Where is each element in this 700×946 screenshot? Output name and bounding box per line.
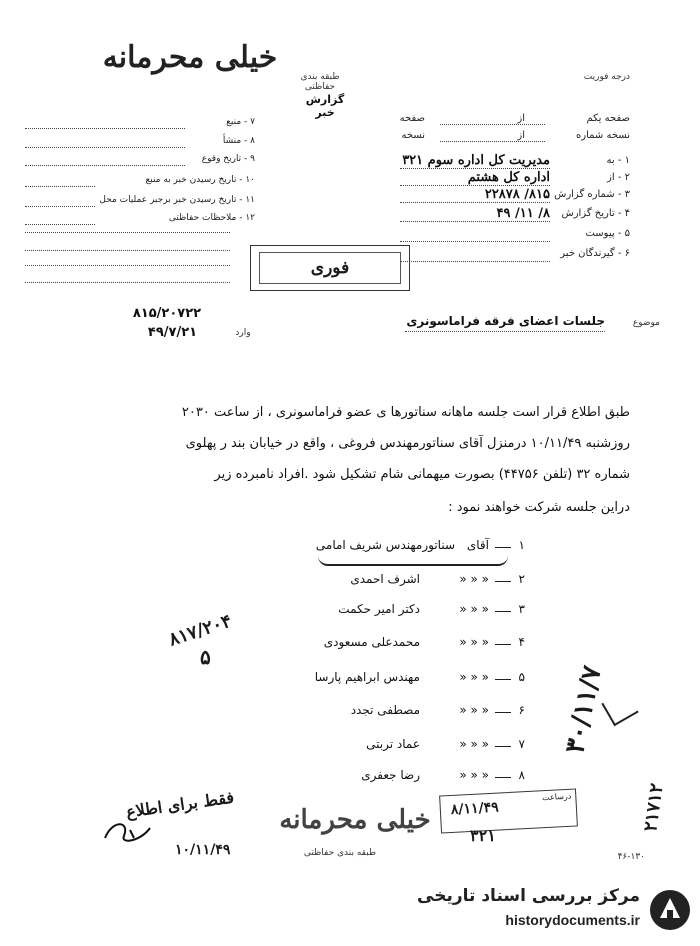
attendee-prefix: « « « [459,572,489,586]
attendee-number: ۸ [518,768,525,782]
attendee-number: ۴ [518,635,525,649]
watermark-name: مرکز بررسی اسناد تاریخی [417,886,640,906]
logo-icon [648,888,692,932]
attendee-number: ۶ [518,703,525,717]
page-of-label: از [517,113,525,124]
right-field-label: ۳ - شماره گزارش [554,189,630,200]
attendee-prefix: « « « [459,670,489,684]
ref-label: وارد [235,328,251,338]
right-field-value: ۸/ ۱۱/ ۴۹ [496,206,550,221]
attendee-name: سناتورمهندس شریف امامی [315,538,455,552]
right-field-value: اداره کل هشتم [467,170,550,185]
right-field-value: ۸۱۵/ ۲۲۸۷۸ [484,187,550,202]
right-field-label: ۶ - گیرندگان خبر [560,248,630,259]
attendee-item [300,768,525,788]
receipt-stamp-line-2: ۸/۱۱/۴۹ [450,799,500,819]
margin-note-left-sub: ۵ [200,645,211,669]
attendee-name: مهندس ابراهیم پارسا [314,670,420,684]
bottom-classification-label: طبقه بندی حفاظتی [303,848,377,858]
right-field-label: ۴ - تاریخ گزارش [561,208,630,219]
attendee-item [300,703,525,723]
report-label: گزارش خبر [305,93,345,119]
document-title: خیلی محرمانه [102,40,278,75]
attendee-prefix: « « « [459,635,489,649]
watermark [415,880,700,946]
right-field-value: مدیریت کل اداره سوم ۳۲۱ [402,153,550,168]
body-line-4: دراین جلسه شرکت خواهند نمود : [448,500,630,515]
left-field-row [25,117,255,133]
right-field-row [400,206,630,224]
copy-label: نسخه شماره [576,130,630,141]
attendee-prefix: « « « [459,602,489,616]
attendee-number: ۱ [518,538,525,552]
ref-date: ۴۹/۷/۲۱ [147,325,198,340]
body-line-2: روزشنبه ۱۰/۱۱/۴۹ درمنزل آقای سناتورمهندس فروغی ، واقع در خیابان بند ر پهلوی [185,436,630,451]
attendee-item [300,670,525,690]
left-field-row [25,175,255,191]
left-field-label: ۹ - تاریخ وقوع [201,154,255,164]
right-field-label: ۱ - به [606,155,630,166]
attendee-prefix: آقای [466,538,489,552]
attendee-number: ۵ [518,670,525,684]
left-field-label: ۱۱ - تاریخ رسیدن خبر برجبر عملیات محل [99,195,255,205]
margin-mark-right [601,690,638,727]
attendee-dash [495,547,511,548]
attendee-item [300,538,525,558]
margin-note-right-1: ۳۰/۱۱/۷ [560,663,608,757]
underline-stroke [318,556,508,566]
receipt-stamp-line-1: درساعت [541,791,572,803]
right-field-label: ۵ - پیوست [585,228,630,239]
attendee-name: دکتر امیر حکمت [338,602,420,616]
copy-of-label: از [517,130,525,141]
attendee-dash [495,581,511,582]
classification-label: طبقه بندی حفاظتی [300,72,340,92]
right-field-row [400,153,630,171]
urgency-label: درجه فوریت [583,72,630,82]
attendee-number: ۷ [518,737,525,751]
right-field-row [400,170,630,188]
attendee-item [300,602,525,622]
attendee-name: عماد تربتی [366,737,420,751]
receipt-stamp [439,788,578,833]
attendee-name: محمدعلی مسعودی [323,635,420,649]
page-label: صفحه یکم [586,113,630,124]
attendee-item [300,635,525,655]
right-field-row [400,187,630,205]
subject-value: جلسات اعضای فرقه فراماسونری [406,314,605,328]
copy-unit: نسخه [401,130,425,141]
signature-note: فقط برای اطلاع [124,787,236,822]
attendee-dash [495,712,511,713]
urgent-stamp-text: فوری [310,258,350,278]
signature-date: ۱۰/۱۱/۴۹ [175,842,231,858]
attendee-dash [495,746,511,747]
watermark-url: historydocuments.ir [505,912,640,928]
right-field-label: ۲ - از [607,172,630,183]
ref-number: ۸۱۵/۲۰۷۲۲ [132,306,202,321]
attendee-dash [495,611,511,612]
left-field-label: ۷ - منبع [226,117,255,127]
attendee-item [300,572,525,592]
left-field-row [25,213,255,229]
form-code: ۴۶-۱۳۰ [617,852,645,862]
right-field-row [400,226,630,244]
body-line-1: طبق اطلاع قرار است جلسه ماهانه سناتورها ی عضو فراماسونری ، از ساعت ۲۰۳۰ [181,405,630,420]
left-field-row [25,154,255,170]
receipt-stamp-line-3: ۳۲۱ [470,826,496,845]
right-field-row [400,246,630,264]
attendee-name: رضا جعفری [361,768,420,782]
bottom-title: خیلی محرمانه [279,805,431,835]
attendee-item [300,737,525,757]
attendee-dash [495,644,511,645]
subject-label: موضوع [632,318,660,328]
margin-note-right-2: ۲۱۷۱۲ [640,782,668,833]
left-field-label: ۸ - منشأ [222,136,255,146]
attendee-dash [495,777,511,778]
attendee-number: ۲ [518,572,525,586]
signature-icon [100,818,160,848]
body-line-3: شماره ۳۲ (تلفن ۴۴۷۵۶) بصورت میهمانی شام تشکیل شود .افراد نامبرده زیر [214,467,630,482]
attendee-name: مصطفی تجدد [350,703,420,717]
left-field-label: ۱۲ - ملاحظات حفاظتی [168,213,255,223]
urgent-stamp [250,245,410,291]
page-unit: صفحه [399,113,425,124]
attendee-prefix: « « « [459,768,489,782]
attendee-number: ۳ [518,602,525,616]
attendee-name: اشرف احمدی [350,572,420,586]
attendee-prefix: « « « [459,737,489,751]
left-field-row [25,195,255,211]
left-field-label: ۱۰ - تاریخ رسیدن خبر به منبع [145,175,255,185]
attendee-prefix: « « « [459,703,489,717]
left-field-row [25,136,255,152]
margin-note-left: ۸۱۷/۲۰۴ [166,610,235,651]
attendee-dash [495,679,511,680]
